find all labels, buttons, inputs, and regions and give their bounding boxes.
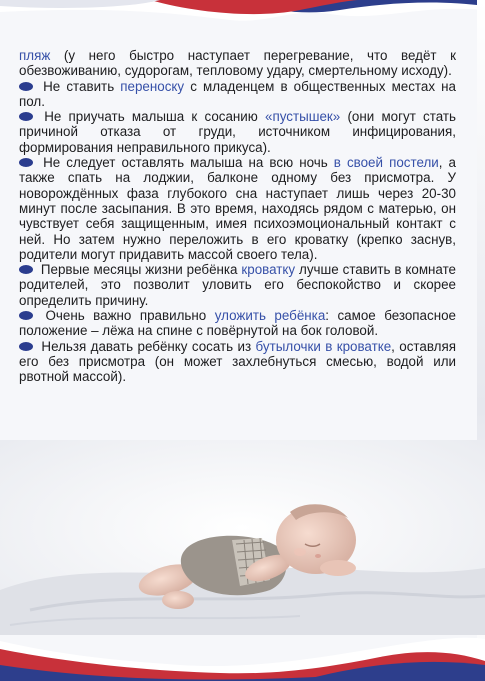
advice-paragraph [19,262,456,308]
advice-paragraph [19,155,456,262]
bullet-dot-icon [19,311,33,320]
paragraph-text: с младенцем в общественных местах на пол. [19,78,456,109]
advice-paragraph [19,308,456,339]
paragraph-text: лучше ставить в комнате родителей, это позволит уловить его беспокойство и скорее определить причину. [19,262,457,308]
bullet-dot-icon [19,158,33,167]
advice-paragraph [19,79,456,110]
bottom-wave-decoration [0,621,485,681]
highlighted-term: бутылочки в кроватке [255,338,392,354]
paragraph-text: (у него быстро наступает перегревание, что ведёт к обезвоживанию, судорогам, тепловому удару, смертельному исходу). [19,48,456,79]
highlighted-term: в своей постели [333,155,439,171]
highlighted-term: пляж [19,48,51,63]
highlighted-term: кроватку [241,262,296,278]
paragraph-text: Не следует оставлять малыша на всю ночь [37,155,334,171]
paragraph-text: , оставляя его без присмотра (он может захлебнуться смесью, водой или рвотной массой). [19,338,456,385]
advice-paragraph [19,109,456,155]
paragraph-text: Очень важно правильно [37,308,215,324]
advice-text-block [19,48,456,385]
bullet-dot-icon [19,342,33,351]
highlighted-term: уложить ребёнка [214,308,326,324]
paragraph-text: Не приучать малыша к сосанию [37,109,266,125]
advice-paragraph [19,48,456,79]
paragraph-text: Нельзя давать ребёнку сосать из [37,338,256,354]
paragraph-text: (они могут стать причиной отказа от груди, источником инфицирования, формирования неправильного прикуса). [19,109,456,155]
bullet-dot-icon [19,82,33,91]
advice-paragraph [19,339,456,385]
paragraph-text: Не ставить [37,78,121,94]
sleeping-baby-photo [0,440,485,635]
paragraph-text: : самое безопасное положение – лёжа на спине с повёрнутой на бок головой. [19,308,456,339]
paragraph-text: , а также спать на лоджии, балконе одному без присмотра. У новорождённых фаза глубокого сна наступает лишь через 20-30 минут после засыпания. В это время, находясь рядом с матерью, он чувствует себя защищенным, имея психоэмоциональный контакт с ней. Но затем нужно переложить в его кроватку (крепко заснув, родители могут придавить массой своего тела). [19,155,456,262]
bullet-dot-icon [19,112,33,121]
top-wave-decoration [0,0,485,40]
paragraph-text: Первые месяцы жизни ребёнка [37,262,242,278]
bullet-dot-icon [19,265,33,274]
highlighted-term: переноску [120,78,185,94]
highlighted-term: «пустышек» [265,109,341,125]
